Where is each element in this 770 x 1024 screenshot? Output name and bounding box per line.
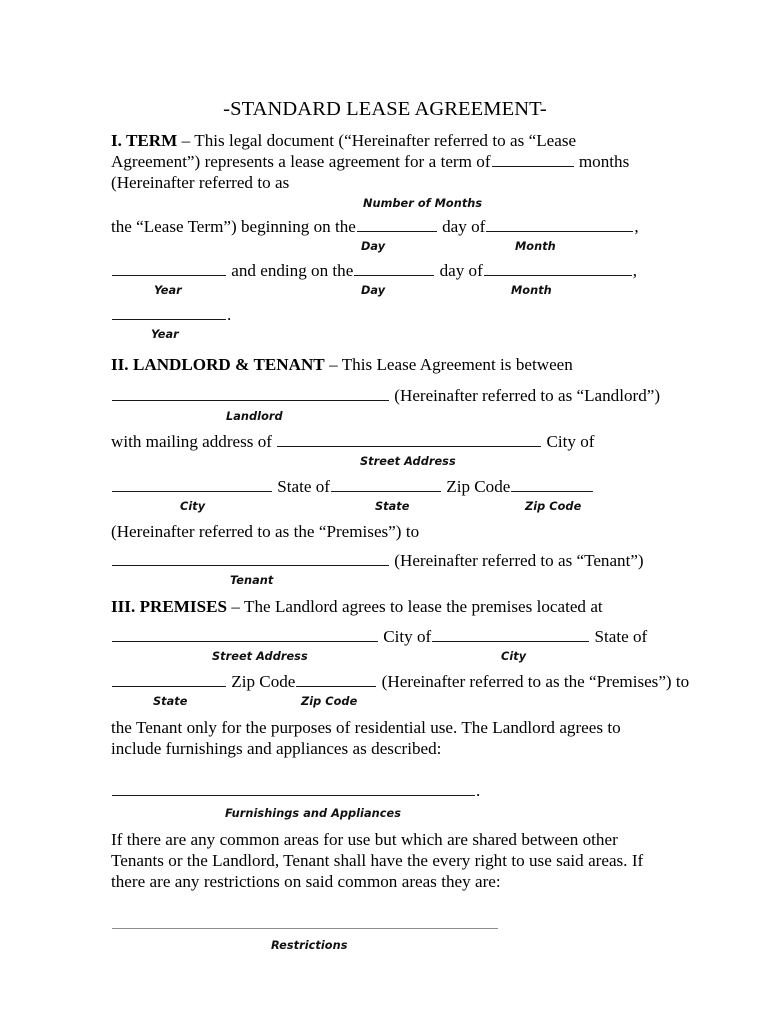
- section-term-text-3: the “Lease Term”) beginning on the: [111, 216, 356, 236]
- document-body: [111, 130, 690, 958]
- caption-month-begin: Month: [515, 239, 556, 253]
- section-premises-heading: III. PREMISES: [111, 597, 227, 617]
- section-term-text-4: day of: [442, 216, 486, 236]
- section-landlord-text-2: (Hereinafter referred to as “Landlord”): [394, 386, 661, 406]
- term-end-year-blank[interactable]: [112, 304, 226, 320]
- caption-row-begin: [111, 237, 659, 260]
- section-term-dash: –: [181, 131, 191, 150]
- caption-row-premises-street-city: [111, 647, 659, 671]
- caption-row-city-state-zip: [111, 497, 659, 521]
- caption-city-landlord: City: [180, 500, 206, 514]
- premises-state-blank[interactable]: [112, 671, 226, 687]
- section-landlord-intro: [111, 354, 659, 375]
- furnishings-period: .: [476, 781, 481, 801]
- term-end-period: .: [227, 305, 232, 325]
- common-areas-paragraph: [111, 829, 659, 893]
- term-begin-row: [111, 216, 659, 237]
- landlord-city-state-zip-row: [111, 476, 659, 497]
- term-begin-year-blank[interactable]: [112, 260, 226, 276]
- caption-year-begin: Year: [154, 284, 182, 298]
- section-landlord-text-8: (Hereinafter referred to as “Tenant”): [394, 551, 644, 571]
- section-landlord-text-1: This Lease Agreement is between: [341, 355, 573, 375]
- section-landlord-text-3: with mailing address of: [111, 431, 272, 451]
- section-premises-text-7: If there are any common areas for use but which are shared between other Tenants or the Landlord, Tenant shall have the every right to use said areas. If there are any restrictions on said common areas they are:: [111, 829, 644, 892]
- premises-street-city-row: [111, 626, 659, 647]
- page-title: -STANDARD LEASE AGREEMENT-: [223, 98, 547, 120]
- section-landlord-text-7: (Hereinafter referred to as the “Premises”) to: [111, 522, 420, 542]
- caption-row-tenant: [111, 571, 659, 596]
- section-premises-text-2: City of: [383, 626, 432, 646]
- section-term-intro: [111, 130, 659, 194]
- section-premises-text-3: State of: [594, 626, 648, 646]
- caption-row-landlord: [111, 407, 659, 431]
- section-term-heading: I. TERM: [111, 131, 178, 150]
- caption-row-end: [111, 281, 659, 304]
- section-premises-text-1: The Landlord agrees to lease the premises located at: [244, 597, 603, 617]
- landlord-state-blank[interactable]: [331, 476, 441, 492]
- caption-row-furnishings: [111, 802, 659, 829]
- caption-day-begin: Day: [361, 239, 386, 253]
- term-end-day-blank[interactable]: [354, 260, 434, 276]
- premises-state-zip-row: [111, 671, 690, 692]
- term-end-comma: ,: [632, 260, 638, 280]
- section-term-text-6: day of: [439, 260, 483, 280]
- premises-street-blank[interactable]: [112, 626, 378, 642]
- section-landlord-text-5: State of: [277, 476, 330, 496]
- furnishings-blank[interactable]: [112, 780, 475, 796]
- caption-number-of-months: Number of Months: [363, 196, 483, 210]
- term-months-blank[interactable]: [492, 151, 574, 167]
- caption-landlord: Landlord: [226, 409, 283, 423]
- section-premises-intro: [111, 596, 659, 617]
- caption-zip-landlord: Zip Code: [525, 500, 582, 514]
- premises-zip-blank[interactable]: [296, 671, 376, 687]
- caption-zip-premises: Zip Code: [301, 695, 358, 709]
- premises-use-paragraph: [111, 717, 659, 759]
- restrictions-blank[interactable]: [112, 913, 498, 929]
- caption-year-end: Year: [151, 328, 179, 342]
- caption-street-address-premises: Street Address: [212, 649, 308, 663]
- term-end-year-row: [111, 304, 659, 325]
- term-begin-month-blank[interactable]: [486, 216, 633, 232]
- caption-row-premises-state-zip: [111, 692, 659, 717]
- caption-state-premises: State: [153, 695, 188, 709]
- tenant-name-row: [111, 550, 659, 571]
- term-begin-comma: ,: [634, 216, 639, 236]
- furnishings-row: [111, 780, 659, 801]
- restrictions-row: [111, 913, 659, 934]
- section-landlord-text-4: City of: [546, 431, 595, 451]
- section-term-text-2: months (Hereinafter referred to as: [111, 152, 630, 193]
- landlord-city-blank[interactable]: [112, 476, 272, 492]
- caption-state-landlord: State: [375, 500, 410, 514]
- section-premises-dash: –: [231, 597, 240, 617]
- caption-street-address-landlord: Street Address: [360, 454, 456, 468]
- landlord-zip-blank[interactable]: [511, 476, 593, 492]
- premises-city-blank[interactable]: [432, 626, 589, 642]
- caption-row-street: [111, 452, 659, 476]
- section-premises-text-5: (Hereinafter referred to as the “Premises”) to: [381, 671, 690, 691]
- caption-day-end: Day: [361, 284, 386, 298]
- caption-tenant: Tenant: [230, 574, 274, 588]
- caption-month-end: Month: [511, 284, 552, 298]
- tenant-name-blank[interactable]: [112, 550, 389, 566]
- caption-restrictions: Restrictions: [271, 939, 348, 953]
- landlord-street-blank[interactable]: [277, 431, 541, 447]
- landlord-name-row: [111, 385, 659, 406]
- landlord-name-blank[interactable]: [112, 385, 389, 401]
- section-term-text-5: and ending on the: [231, 260, 354, 280]
- caption-row-end-year: [111, 325, 659, 354]
- section-premises-text-6: the Tenant only for the purposes of residential use. The Landlord agrees to include furnishings and appliances as described:: [111, 718, 621, 759]
- term-end-row: [111, 260, 659, 281]
- caption-furnishings-and-appliances: Furnishings and Appliances: [225, 806, 401, 820]
- section-term-text-1: This legal document (“Hereinafter referred to as “Lease Agreement”) represents a lease agreement for a term of: [111, 131, 577, 172]
- landlord-address-row: [111, 431, 659, 452]
- landlord-premises-line: [111, 521, 659, 542]
- caption-row-months: [111, 194, 659, 216]
- caption-row-restrictions: [111, 934, 659, 958]
- caption-city-premises: City: [501, 649, 527, 663]
- section-landlord-heading: II. LANDLORD & TENANT: [111, 355, 325, 375]
- section-premises-text-4: Zip Code: [231, 671, 296, 691]
- term-end-month-blank[interactable]: [484, 260, 632, 276]
- section-landlord-dash: –: [329, 355, 338, 375]
- section-landlord-text-6: Zip Code: [446, 476, 511, 496]
- term-begin-day-blank[interactable]: [357, 216, 437, 232]
